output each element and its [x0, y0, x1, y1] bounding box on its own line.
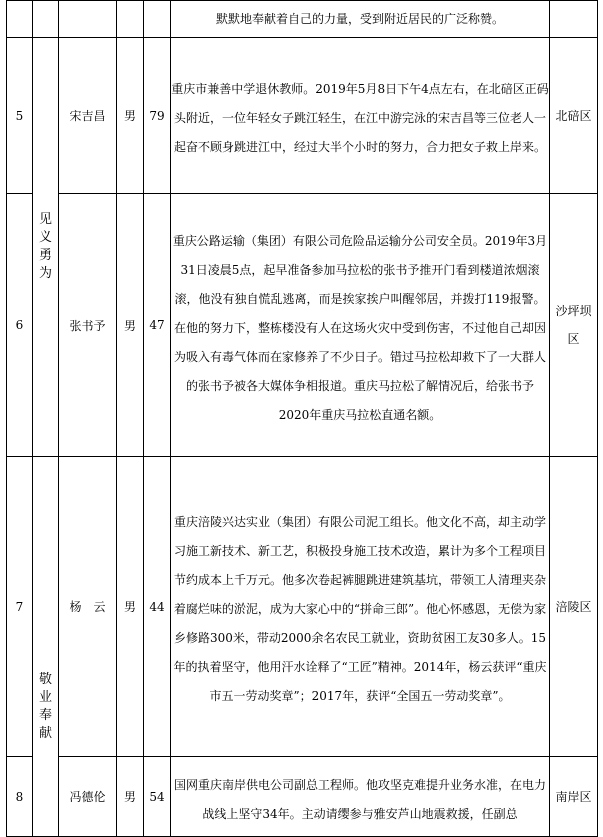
table-row — [7, 757, 598, 837]
category-cell — [33, 457, 59, 837]
region-cell — [550, 1, 598, 38]
row-number: 7 — [7, 457, 33, 757]
gender-cell: 男 — [117, 457, 144, 757]
category-cell — [33, 1, 59, 38]
region-cell — [550, 194, 598, 457]
category-cell — [33, 38, 59, 457]
region-cell — [550, 38, 598, 194]
description-cell: 重庆公路运输（集团）有限公司危险品运输分公司安全员。2019年3月31日凌晨5点，起早准备参加马拉松的张书予推开门看到楼道浓烟滚滚，他没有独自慌乱逃离，而是挨家挨户叫醒邻居，并拨打119报警。在他的努力下，整栋楼没有人在这场火灾中受到伤害，不过他自己却因为吸入有毒气体而在家修养了不少日子。错过马拉松却救下了一大群人的张书予被各大媒体争相报道。重庆马拉松了解情况后，给张书予2020年重庆马拉松直通名额。 — [171, 194, 550, 457]
category-label: 见义勇为 — [38, 212, 52, 281]
person-name: 冯德伦 — [59, 757, 117, 837]
region-label: 北碚区 — [555, 108, 592, 123]
table-row — [7, 194, 598, 457]
age-cell — [144, 1, 171, 38]
age-cell: 54 — [144, 757, 171, 837]
person-name: 杨 云 — [59, 457, 117, 757]
region-label: 沙坪坝区 — [555, 304, 592, 346]
category-label: 敬业奉献 — [38, 671, 52, 741]
row-number: 6 — [7, 194, 33, 457]
table-row — [7, 38, 598, 194]
gender-cell — [117, 1, 144, 38]
person-name: 宋吉昌 — [59, 38, 117, 194]
table-row — [7, 1, 598, 38]
row-number: 8 — [7, 757, 33, 837]
age-cell: 79 — [144, 38, 171, 194]
age-cell: 47 — [144, 194, 171, 457]
row-number: 5 — [7, 38, 33, 194]
gender-cell: 男 — [117, 194, 144, 457]
person-name — [59, 1, 117, 38]
description-cell: 重庆涪陵兴达实业（集团）有限公司泥工组长。他文化不高，却主动学习施工新技术、新工艺，积极投身施工技术改造，累计为多个工程项目节约成本上千万元。他多次卷起裤腿跳进建筑基坑，带领工人清理夹杂着腐烂味的淤泥，成为大家心中的“拼命三郎”。他心怀感恩，无偿为家乡修路300米，带动2000余名农民工就业，资助贫困工友30多人。15年的执着坚守，他用汗水诠释了“工匠”精神。2014年，杨云获评“重庆市五一劳动奖章”；2017年，获评“全国五一劳动奖章”。 — [171, 457, 550, 757]
gender-cell: 男 — [117, 757, 144, 837]
description-cell: 默默地奉献着自己的力量，受到附近居民的广泛称赞。 — [171, 1, 550, 38]
region-label: 涪陵区 — [555, 599, 592, 614]
age-cell: 44 — [144, 457, 171, 757]
gender-cell: 男 — [117, 38, 144, 194]
description-cell: 重庆市兼善中学退休教师。2019年5月8日下午4点左右，在北碚区正码头附近，一位年轻女子跳江轻生，在江中游完泳的宋吉昌等三位老人一起奋不顾身跳进江中，经过大半个小时的努力，合力把女子救上岸来。 — [171, 38, 550, 194]
region-label: 南岸区 — [555, 789, 592, 804]
description-cell: 国网重庆南岸供电公司副总工程师。他攻坚克难提升业务水准，在电力战线上坚守34年。主动请缨参与雅安芦山地震救援，任副总 — [171, 757, 550, 837]
region-cell — [550, 757, 598, 837]
row-number — [7, 1, 33, 38]
award-table — [6, 0, 598, 837]
person-name: 张书予 — [59, 194, 117, 457]
table-row — [7, 457, 598, 757]
region-cell — [550, 457, 598, 757]
